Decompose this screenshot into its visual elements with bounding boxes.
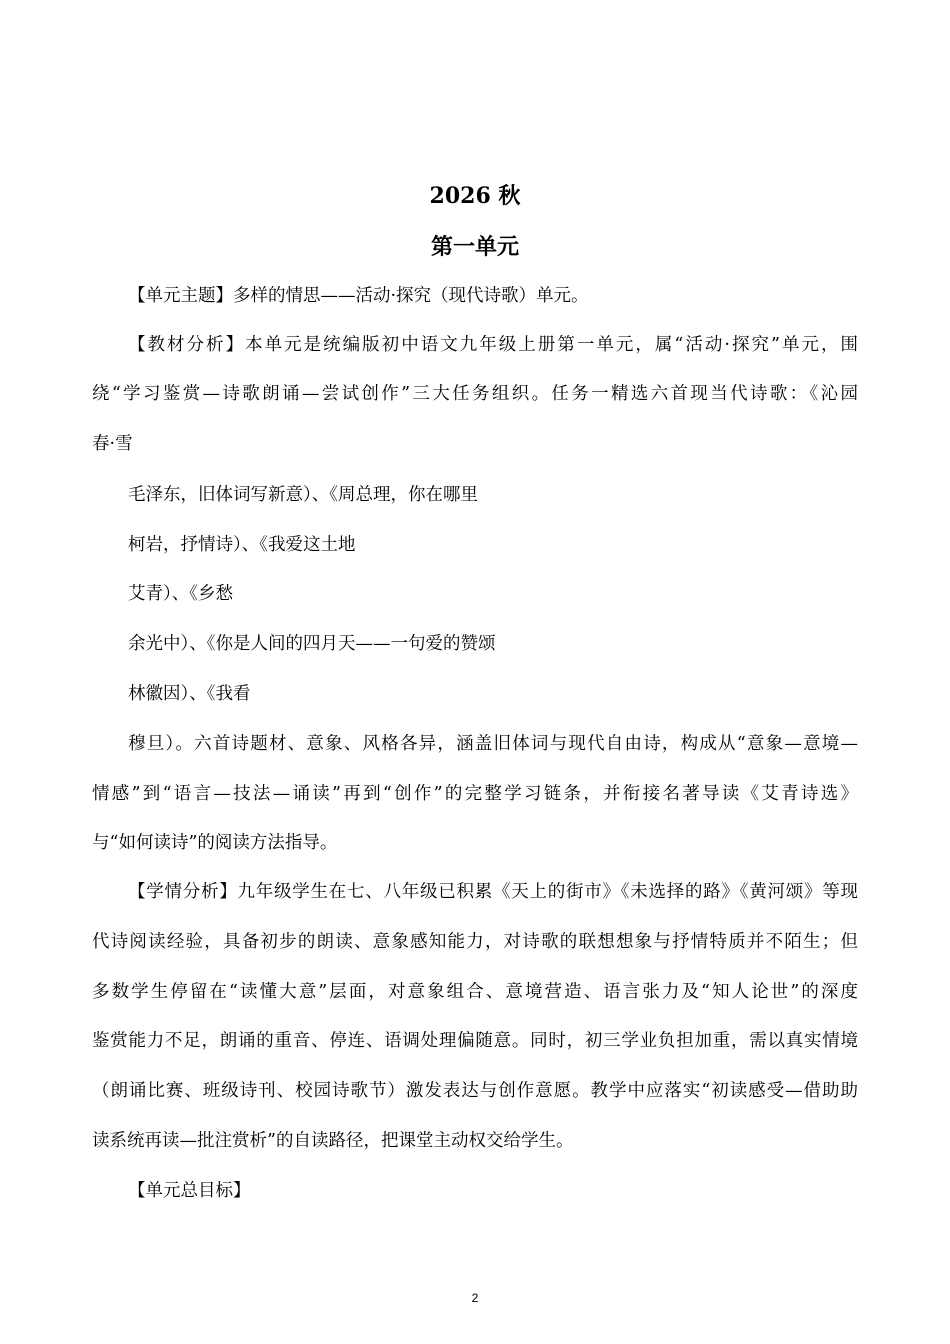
poem-list-line-2: 柯岩，抒情诗）、《我爱这土地: [128, 535, 356, 555]
textbook-analysis-line-3: 春·雪: [92, 434, 133, 454]
poem-list-line-3: 艾青）、《乡愁: [128, 584, 233, 604]
student-analysis-line-4: 鉴赏能力不足，朗诵的重音、停连、语调处理偏随意。同时，初三学业负担加重，需以真实情境: [92, 1031, 858, 1051]
student-analysis-line-6: 读系统再读—批注赏析”的自读路径，把课堂主动权交给学生。: [92, 1131, 574, 1151]
student-analysis-line-3: 多数学生停留在“读懂大意”层面，对意象组合、意境营造、语言张力及“知人论世”的深度: [92, 982, 858, 1002]
poem-list-line-4: 余光中）、《你是人间的四月天——一句爱的赞颂: [128, 634, 496, 654]
textbook-analysis-line-1: 【教材分析】本单元是统编版初中语文九年级上册第一单元，属“活动·探究”单元，围: [128, 335, 858, 355]
unit-title: 第一单元: [430, 234, 519, 260]
textbook-analysis-line-2: 绕“学习鉴赏—诗歌朗诵—尝试创作”三大任务组织。任务一精选六首现当代诗歌：《沁园: [92, 384, 858, 404]
textbook-analysis-line-5: 情感”到“语言—技法—诵读”再到“创作”的完整学习链条，并衔接名著导读《艾青诗选》: [92, 784, 858, 804]
unit-theme-line: 【单元主题】多样的情思——活动·探究（现代诗歌）单元。: [128, 286, 589, 306]
document-year-title: 2026 秋: [429, 183, 521, 209]
textbook-analysis-line-6: 与“如何读诗”的阅读方法指导。: [92, 833, 338, 853]
unit-goals-heading: 【单元总目标】: [128, 1181, 251, 1201]
page-number: 2: [471, 1291, 479, 1305]
student-analysis-line-5: （朗诵比赛、班级诗刊、校园诗歌节）激发表达与创作意愿。教学中应落实“初读感受—借助助: [92, 1081, 858, 1101]
student-analysis-line-2: 代诗阅读经验，具备初步的朗读、意象感知能力，对诗歌的联想想象与抒情特质并不陌生；但: [92, 932, 858, 952]
student-analysis-line-1: 【学情分析】九年级学生在七、八年级已积累《天上的街市》《未选择的路》《黄河颂》等现: [128, 882, 858, 902]
textbook-analysis-line-4: 穆旦）。六首诗题材、意象、风格各异，涵盖旧体词与现代自由诗，构成从“意象—意境—: [128, 734, 858, 754]
poem-list-line-5: 林徽因）、《我看: [128, 684, 251, 704]
poem-list-line-1: 毛泽东，旧体词写新意）、《周总理，你在哪里: [128, 485, 478, 505]
